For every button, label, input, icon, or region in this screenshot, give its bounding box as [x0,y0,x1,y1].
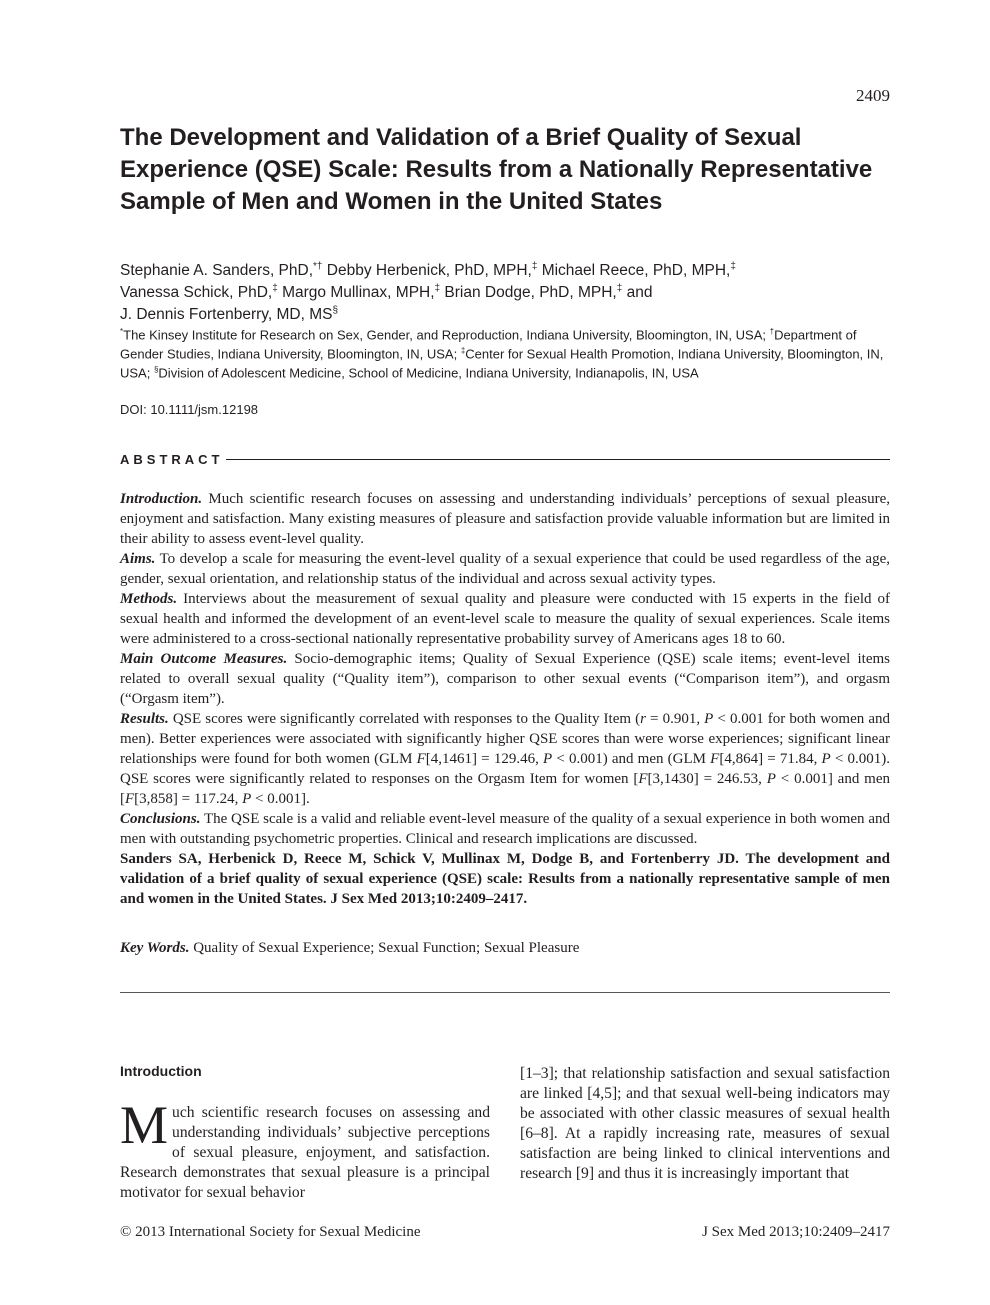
abstract-section-text: Socio-demographic items; Quality of Sexual Experience (QSE) scale items; event-level items related to overall sexual quality (“Quality item”), comparison to other sexual events (“Comparison item”), and orgasm (“Orgasm item”). [120,651,890,707]
footer-copyright: © 2013 International Society for Sexual Medicine [120,1224,421,1240]
statistic-symbol: F [710,751,720,767]
abstract-introduction [120,489,890,549]
page-number: 2409 [856,86,890,105]
author-name: Stephanie A. Sanders, PhD, [120,262,314,280]
affiliation-mark: * [120,327,124,336]
statistic-symbol: r [640,711,646,727]
results-text: < 0.001). QSE scores were significantly related to responses on the Orgasm Item for women [ [120,751,891,787]
author-affiliation-mark: ‡ [272,283,278,295]
statistic-symbol: F [125,791,135,807]
abstract-conclusions [120,809,890,849]
keywords-text: Quality of Sexual Experience; Sexual Function; Sexual Pleasure [189,940,580,956]
abstract-methods [120,589,890,649]
abstract-section-label: Methods. [120,591,178,607]
statistic-symbol: P [766,771,776,787]
abstract-aims [120,549,890,589]
abstract-divider [226,459,891,460]
results-text: = 0.901, [645,711,705,727]
statistic-symbol: P [242,791,252,807]
abstract-section-label: Main Outcome Measures. [120,651,288,667]
abstract-section-label: Introduction. [120,491,203,507]
author-affiliation-mark: *† [313,261,323,272]
abstract-body [120,489,890,909]
affiliation-mark: § [153,364,159,374]
affiliation-text: Center for Sexual Health Promotion, Indiana University, Bloomington, IN, USA; [120,346,884,381]
results-text: [3,1430] = 246.53, [647,771,767,787]
results-text: [4,1461] = 129.46, [425,751,543,767]
author-affiliation-mark: ‡ [616,283,623,295]
results-text: [3,858] = 117.24, [134,791,243,807]
statistic-symbol: F [638,771,648,787]
abstract-measures [120,649,890,709]
results-text: < 0.001]. [251,791,310,807]
abstract-section-text: To develop a scale for measuring the event-level quality of a sexual experience that could be used regardless of the age, gender, sexual orientation, and relationship status of the individual and across sexual activity types. [120,551,890,587]
author-conjunction: and [626,284,653,302]
results-text: < 0.001 for both women and men). Better experiences were associated with significantly higher QSE scores than were worse experiences; significant linear relationships were found for both women (GLM [120,711,890,767]
abstract-section-text: Interviews about the measurement of sexual quality and pleasure were conducted with 15 experts in the field of sexual health and informed the development of an event-level scale to measure the quality of sexual experiences. Scale items were administered to a cross-sectional nationally representative probability survey of Americans ages 18 to 60. [120,591,890,647]
abstract-section-text: Much scientific research focuses on assessing and understanding individuals’ perceptions of sexual pleasure, enjoyment and satisfaction. Many existing measures of pleasure and satisfaction provide valuable information but are limited in their ability to assess event-level quality. [120,491,890,547]
footer-journal-citation: J Sex Med 2013;10:2409–2417 [702,1224,890,1240]
author-name: Brian Dodge, PhD, MPH, [444,284,617,302]
statistic-symbol: P [704,711,714,727]
author-name: Debby Herbenick, PhD, MPH, [326,262,532,280]
statistic-symbol: P [542,751,553,767]
abstract-header [120,452,890,467]
results-text: < 0.001) and men (GLM [552,751,711,767]
results-text: QSE scores were significantly correlated with responses to the Quality Item ( [168,711,641,727]
body-column-left [120,1103,490,1205]
author-affiliation-mark: ‡ [531,261,538,272]
abstract-results [120,709,890,809]
author-list [120,258,890,324]
body-column-right [520,1064,890,1204]
author-name: Michael Reece, PhD, MPH, [541,262,731,280]
statistic-symbol: P [821,751,831,767]
author-name: Vanessa Schick, PhD, [120,284,273,302]
affiliation-mark: ‡ [460,345,466,355]
section-heading-introduction: Introduction [120,1063,202,1079]
affiliation-mark: † [769,327,775,336]
statistic-symbol: F [416,751,426,767]
results-text: [4,864] = 71.84, [719,751,822,767]
abstract-section-label: Aims. [120,551,156,567]
author-affiliation-mark: § [332,305,339,317]
keywords [120,938,890,958]
citation-text: Sanders SA, Herbenick D, Reece M, Schick V, Mullinax M, Dodge B, and Fortenberry JD. The development and validation of a brief quality of sexual experience (QSE) scale: Results from a nationally representative sample of men and women in the United States. J Sex Med 2013;10:2409–2417. [120,851,890,907]
doi-link[interactable]: DOI: 10.1111/jsm.12198 [120,402,259,417]
author-affiliation-mark: ‡ [434,283,441,295]
author-name: J. Dennis Fortenberry, MD, MS [120,306,333,324]
body-text: uch scientific research focuses on assessing and understanding individuals’ subjective perceptions of sexual pleasure, enjoyment, and satisfaction. Research demonstrates that sexual pleasure is a principal motivator for sexual behavior [120,1104,490,1201]
article-title: The Development and Validation of a Brief Quality of Sexual Experience (QSE) Scale: Results from a Nationally Representative Sample of Men and Women in the United States [120,124,873,215]
affiliation-text: The Kinsey Institute for Research on Sex, Gender, and Reproduction, Indiana University, Bloomington, IN, USA; [123,327,770,343]
affiliations [120,324,895,381]
affiliation-text: Division of Adolescent Medicine, School of Medicine, Indiana University, Indianapolis, IN, USA [158,365,699,381]
author-name: Margo Mullinax, MPH, [282,284,435,302]
citation [120,849,890,909]
section-divider [120,992,890,993]
body-text: [1–3]; that relationship satisfaction and sexual satisfaction are linked [4,5]; and that sexual well-being indicators may be associated with other classic measures of sexual health [6–8]. At a rapidly increasing rate, measures of sexual satisfaction are being linked to clinical interventions and research [9] and thus it is increasingly important that [520,1065,890,1182]
results-text: < 0.001] and men [ [120,771,891,807]
keywords-label: Key Words. [120,940,190,956]
abstract-section-label: Results. [120,711,169,727]
affiliation-text: Department of Gender Studies, Indiana University, Bloomington, IN, USA; [120,327,857,362]
abstract-heading: ABSTRACT [120,452,224,467]
drop-cap: M [120,1103,169,1155]
abstract-section-label: Conclusions. [120,811,201,827]
abstract-section-text: The QSE scale is a valid and reliable event-level measure of the quality of a sexual experience in both women and men with outstanding psychometric properties. Clinical and research implications are discussed. [120,811,890,847]
author-affiliation-mark: ‡ [730,261,736,272]
